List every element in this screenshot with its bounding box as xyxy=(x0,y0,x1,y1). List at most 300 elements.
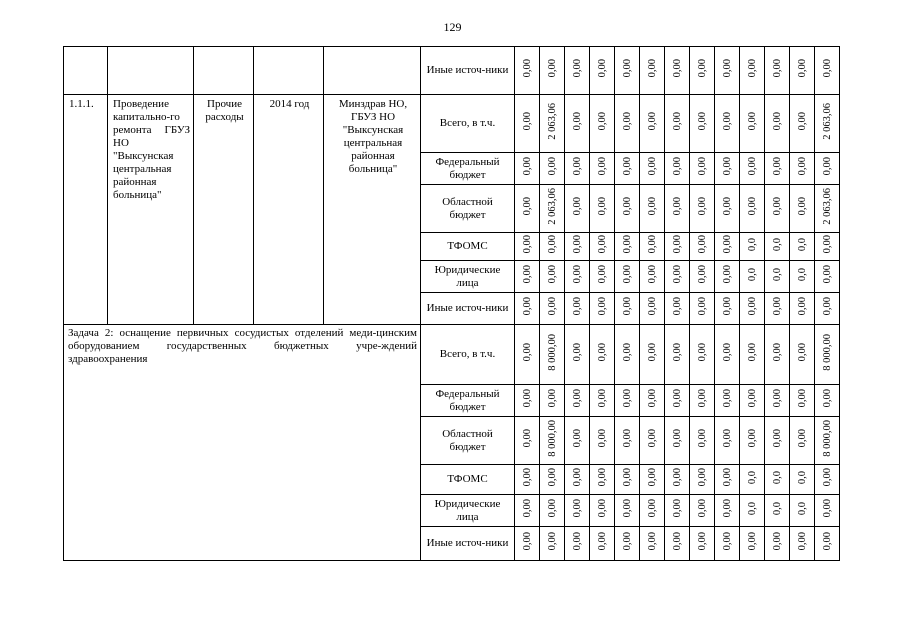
value-cell xyxy=(565,417,590,465)
value-cell xyxy=(715,261,740,293)
value-text: 0,0 xyxy=(796,501,808,516)
value-text: 0,00 xyxy=(721,59,733,78)
value-cell xyxy=(715,185,740,233)
value-cell xyxy=(715,95,740,153)
value-text: 0,00 xyxy=(646,265,658,284)
source-label: Иные источ-ники xyxy=(421,293,515,325)
value-text: 0,00 xyxy=(771,389,783,408)
value-cell xyxy=(590,293,615,325)
value-cell xyxy=(740,95,765,153)
value-text: 0,00 xyxy=(571,532,583,551)
value-cell xyxy=(690,47,715,95)
value-cell xyxy=(615,47,640,95)
value-text: 0,00 xyxy=(546,297,558,316)
value-text: 0,00 xyxy=(571,389,583,408)
value-text: 0,00 xyxy=(596,197,608,216)
value-cell xyxy=(790,185,815,233)
value-text: 0,00 xyxy=(771,197,783,216)
value-text: 0,00 xyxy=(521,389,533,408)
value-cell xyxy=(640,47,665,95)
value-cell xyxy=(740,47,765,95)
value-text: 0,00 xyxy=(646,468,658,487)
value-text: 0,00 xyxy=(821,532,833,551)
value-text: 0,00 xyxy=(546,265,558,284)
value-text: 0,00 xyxy=(671,235,683,254)
value-cell xyxy=(615,293,640,325)
value-text: 0,0 xyxy=(771,237,783,252)
value-text: 0,0 xyxy=(771,267,783,282)
value-cell xyxy=(740,465,765,495)
value-cell xyxy=(565,465,590,495)
value-text: 0,00 xyxy=(746,112,758,131)
value-cell xyxy=(565,185,590,233)
value-text: 8 000,00 xyxy=(546,334,558,371)
value-text: 0,00 xyxy=(796,429,808,448)
value-cell xyxy=(740,185,765,233)
budget-table xyxy=(63,46,840,561)
value-cell xyxy=(590,417,615,465)
item-expense-type: Прочие расходы xyxy=(194,95,254,325)
page-number: 129 xyxy=(443,20,462,34)
value-text: 0,00 xyxy=(646,197,658,216)
value-text: 0,00 xyxy=(746,429,758,448)
value-text: 0,00 xyxy=(621,197,633,216)
value-text: 0,00 xyxy=(696,343,708,362)
value-cell xyxy=(590,233,615,261)
source-label: Иные источ-ники xyxy=(421,47,515,95)
value-text: 0,00 xyxy=(596,532,608,551)
value-cell xyxy=(765,465,790,495)
value-cell xyxy=(515,465,540,495)
value-text: 0,00 xyxy=(596,343,608,362)
value-text: 0,00 xyxy=(546,59,558,78)
value-text: 0,00 xyxy=(571,235,583,254)
value-text: 8 000,00 xyxy=(821,334,833,371)
value-cell xyxy=(690,465,715,495)
value-text: 0,00 xyxy=(671,532,683,551)
value-text: 0,00 xyxy=(646,532,658,551)
value-cell xyxy=(640,233,665,261)
value-cell xyxy=(740,233,765,261)
value-text: 0,00 xyxy=(796,343,808,362)
value-cell xyxy=(765,153,790,185)
value-text: 0,00 xyxy=(671,265,683,284)
value-text: 0,00 xyxy=(521,429,533,448)
value-cell xyxy=(515,495,540,527)
value-cell xyxy=(640,495,665,527)
value-cell xyxy=(765,233,790,261)
value-cell xyxy=(665,417,690,465)
value-text: 0,00 xyxy=(621,429,633,448)
value-cell xyxy=(815,527,840,561)
value-cell xyxy=(690,325,715,385)
value-cell xyxy=(665,325,690,385)
source-label: Федеральный бюджет xyxy=(421,153,515,185)
value-text: 0,00 xyxy=(621,297,633,316)
value-cell xyxy=(790,527,815,561)
value-text: 0,00 xyxy=(521,499,533,518)
value-text: 0,0 xyxy=(796,470,808,485)
item-code: 1.1.1. xyxy=(64,95,108,325)
task-description: Задача 2: оснащение первичных сосудистых отделений меди-цинским оборудованием государственных бюджетных учре-ждений здравоохранения xyxy=(64,325,421,561)
value-cell xyxy=(615,417,640,465)
value-cell xyxy=(640,325,665,385)
value-text: 0,00 xyxy=(596,297,608,316)
value-cell xyxy=(565,385,590,417)
value-text: 0,00 xyxy=(746,532,758,551)
value-cell xyxy=(715,293,740,325)
value-cell xyxy=(740,153,765,185)
value-text: 0,00 xyxy=(646,343,658,362)
value-cell xyxy=(665,233,690,261)
value-cell xyxy=(765,293,790,325)
value-cell xyxy=(540,153,565,185)
value-cell xyxy=(590,185,615,233)
value-text: 0,00 xyxy=(821,499,833,518)
value-text: 0,00 xyxy=(571,343,583,362)
value-cell xyxy=(690,527,715,561)
value-cell xyxy=(815,261,840,293)
value-text: 0,00 xyxy=(696,389,708,408)
value-cell xyxy=(540,465,565,495)
value-text: 0,00 xyxy=(596,157,608,176)
value-cell xyxy=(815,153,840,185)
value-cell xyxy=(740,527,765,561)
value-text: 0,00 xyxy=(821,265,833,284)
value-cell xyxy=(790,417,815,465)
value-cell xyxy=(540,185,565,233)
value-cell xyxy=(565,153,590,185)
value-text: 0,00 xyxy=(671,157,683,176)
value-cell xyxy=(690,185,715,233)
value-text: 2 063,06 xyxy=(821,103,833,140)
value-text: 0,00 xyxy=(671,112,683,131)
value-cell xyxy=(815,95,840,153)
value-text: 8 000,00 xyxy=(546,420,558,457)
value-cell xyxy=(540,261,565,293)
value-cell xyxy=(715,385,740,417)
value-cell xyxy=(815,465,840,495)
value-text: 0,00 xyxy=(596,389,608,408)
value-cell xyxy=(515,261,540,293)
value-text: 0,00 xyxy=(721,532,733,551)
value-cell xyxy=(815,233,840,261)
value-text: 0,00 xyxy=(696,157,708,176)
value-cell xyxy=(665,465,690,495)
value-cell xyxy=(615,465,640,495)
value-text: 0,0 xyxy=(796,237,808,252)
value-cell xyxy=(540,47,565,95)
value-text: 0,00 xyxy=(796,112,808,131)
value-text: 0,00 xyxy=(646,429,658,448)
value-cell xyxy=(515,527,540,561)
value-cell xyxy=(815,385,840,417)
value-cell xyxy=(690,385,715,417)
value-cell xyxy=(665,293,690,325)
value-text: 0,00 xyxy=(771,532,783,551)
value-text: 0,00 xyxy=(796,389,808,408)
value-cell xyxy=(665,527,690,561)
value-cell xyxy=(540,417,565,465)
empty-cell xyxy=(108,47,194,95)
table-row xyxy=(64,325,840,385)
value-cell xyxy=(815,495,840,527)
value-cell xyxy=(715,153,740,185)
value-text: 0,00 xyxy=(596,265,608,284)
value-text: 0,00 xyxy=(521,235,533,254)
value-text: 0,00 xyxy=(521,197,533,216)
value-text: 0,00 xyxy=(521,468,533,487)
value-text: 0,00 xyxy=(546,389,558,408)
value-text: 0,00 xyxy=(721,389,733,408)
value-cell xyxy=(540,95,565,153)
value-cell xyxy=(790,385,815,417)
value-text: 0,00 xyxy=(721,265,733,284)
value-cell xyxy=(790,465,815,495)
value-cell xyxy=(540,233,565,261)
value-cell xyxy=(640,527,665,561)
value-cell xyxy=(615,153,640,185)
value-cell xyxy=(515,95,540,153)
value-text: 0,00 xyxy=(671,389,683,408)
value-text: 0,00 xyxy=(546,235,558,254)
value-text: 0,00 xyxy=(671,59,683,78)
table-row xyxy=(64,47,840,95)
value-cell xyxy=(565,95,590,153)
value-text: 0,00 xyxy=(621,389,633,408)
value-cell xyxy=(515,417,540,465)
value-text: 0,00 xyxy=(696,429,708,448)
value-text: 0,00 xyxy=(696,297,708,316)
value-text: 0,00 xyxy=(521,112,533,131)
value-text: 0,00 xyxy=(796,532,808,551)
value-text: 0,00 xyxy=(796,59,808,78)
value-cell xyxy=(590,47,615,95)
source-label: Юридические лица xyxy=(421,261,515,293)
value-text: 0,00 xyxy=(796,297,808,316)
value-cell xyxy=(790,293,815,325)
value-cell xyxy=(690,233,715,261)
value-text: 0,00 xyxy=(721,235,733,254)
value-text: 0,00 xyxy=(621,112,633,131)
value-cell xyxy=(615,527,640,561)
value-text: 2 063,06 xyxy=(821,188,833,225)
value-text: 0,00 xyxy=(621,235,633,254)
value-text: 0,0 xyxy=(746,501,758,516)
value-cell xyxy=(565,261,590,293)
item-executor: Минздрав НО, ГБУЗ НО "Выксунская центральная районная больница" xyxy=(324,95,421,325)
value-text: 0,00 xyxy=(821,59,833,78)
value-cell xyxy=(615,233,640,261)
value-text: 0,00 xyxy=(746,389,758,408)
value-cell xyxy=(665,153,690,185)
value-cell xyxy=(590,465,615,495)
value-cell xyxy=(515,293,540,325)
value-cell xyxy=(765,417,790,465)
value-cell xyxy=(765,47,790,95)
value-text: 2 063,06 xyxy=(546,103,558,140)
value-cell xyxy=(790,261,815,293)
value-cell xyxy=(540,527,565,561)
value-text: 0,0 xyxy=(746,267,758,282)
value-text: 0,00 xyxy=(671,343,683,362)
value-text: 0,00 xyxy=(646,59,658,78)
value-cell xyxy=(515,233,540,261)
value-text: 0,00 xyxy=(771,297,783,316)
value-cell xyxy=(690,95,715,153)
value-text: 0,00 xyxy=(596,429,608,448)
value-text: 0,00 xyxy=(571,265,583,284)
source-label: ТФОМС xyxy=(421,233,515,261)
value-text: 0,00 xyxy=(571,112,583,131)
value-text: 0,00 xyxy=(721,468,733,487)
value-cell xyxy=(540,385,565,417)
value-text: 0,00 xyxy=(671,197,683,216)
value-text: 0,00 xyxy=(671,429,683,448)
value-cell xyxy=(715,47,740,95)
source-label: Иные источ-ники xyxy=(421,527,515,561)
source-label: Областной бюджет xyxy=(421,185,515,233)
value-cell xyxy=(665,95,690,153)
value-cell xyxy=(640,95,665,153)
value-cell xyxy=(690,293,715,325)
table-row xyxy=(64,95,840,153)
value-text: 0,00 xyxy=(696,197,708,216)
value-cell xyxy=(740,417,765,465)
value-text: 0,00 xyxy=(721,429,733,448)
value-cell xyxy=(715,417,740,465)
value-cell xyxy=(815,293,840,325)
empty-cell xyxy=(64,47,108,95)
value-cell xyxy=(590,495,615,527)
value-text: 0,0 xyxy=(746,470,758,485)
value-cell xyxy=(515,47,540,95)
source-label: Федеральный бюджет xyxy=(421,385,515,417)
value-text: 0,00 xyxy=(721,157,733,176)
value-text: 0,00 xyxy=(571,499,583,518)
value-cell xyxy=(590,261,615,293)
value-text: 0,00 xyxy=(521,532,533,551)
value-cell xyxy=(615,495,640,527)
value-cell xyxy=(765,95,790,153)
value-cell xyxy=(690,153,715,185)
value-text: 0,00 xyxy=(746,59,758,78)
value-text: 0,00 xyxy=(571,468,583,487)
value-text: 0,00 xyxy=(571,297,583,316)
value-text: 0,00 xyxy=(571,157,583,176)
value-cell xyxy=(565,527,590,561)
value-text: 0,00 xyxy=(521,297,533,316)
value-text: 0,00 xyxy=(721,297,733,316)
value-text: 2 063,06 xyxy=(546,188,558,225)
value-text: 0,00 xyxy=(771,429,783,448)
value-cell xyxy=(515,385,540,417)
value-text: 0,00 xyxy=(596,59,608,78)
value-cell xyxy=(640,465,665,495)
value-cell xyxy=(590,527,615,561)
value-cell xyxy=(640,153,665,185)
value-cell xyxy=(540,293,565,325)
value-text: 0,00 xyxy=(696,468,708,487)
value-text: 0,00 xyxy=(571,429,583,448)
value-text: 0,00 xyxy=(621,157,633,176)
value-text: 0,00 xyxy=(646,157,658,176)
value-text: 0,00 xyxy=(746,297,758,316)
value-text: 0,00 xyxy=(696,532,708,551)
value-cell xyxy=(790,325,815,385)
value-text: 0,00 xyxy=(671,468,683,487)
value-text: 0,00 xyxy=(596,235,608,254)
value-cell xyxy=(515,153,540,185)
value-cell xyxy=(615,261,640,293)
value-cell xyxy=(765,185,790,233)
value-cell xyxy=(565,47,590,95)
value-text: 0,00 xyxy=(696,499,708,518)
value-cell xyxy=(640,385,665,417)
value-text: 0,00 xyxy=(621,59,633,78)
value-text: 0,00 xyxy=(646,499,658,518)
value-text: 0,00 xyxy=(746,197,758,216)
value-cell xyxy=(815,417,840,465)
value-text: 0,00 xyxy=(521,343,533,362)
value-cell xyxy=(615,385,640,417)
value-cell xyxy=(540,495,565,527)
value-cell xyxy=(740,325,765,385)
value-text: 0,0 xyxy=(796,267,808,282)
value-cell xyxy=(790,153,815,185)
value-cell xyxy=(740,385,765,417)
value-cell xyxy=(615,325,640,385)
value-cell xyxy=(765,325,790,385)
value-text: 0,00 xyxy=(621,532,633,551)
source-label: Всего, в т.ч. xyxy=(421,325,515,385)
value-text: 0,00 xyxy=(746,343,758,362)
source-label: ТФОМС xyxy=(421,465,515,495)
value-text: 0,00 xyxy=(621,265,633,284)
value-text: 0,00 xyxy=(796,157,808,176)
value-text: 0,00 xyxy=(621,499,633,518)
value-text: 0,00 xyxy=(796,197,808,216)
value-text: 0,00 xyxy=(696,112,708,131)
value-text: 0,00 xyxy=(821,389,833,408)
value-cell xyxy=(590,325,615,385)
value-cell xyxy=(765,495,790,527)
value-cell xyxy=(590,153,615,185)
value-text: 0,00 xyxy=(721,343,733,362)
value-text: 8 000,00 xyxy=(821,420,833,457)
value-text: 0,00 xyxy=(621,468,633,487)
value-text: 0,00 xyxy=(521,59,533,78)
value-text: 0,00 xyxy=(671,499,683,518)
value-text: 0,00 xyxy=(596,499,608,518)
value-text: 0,00 xyxy=(571,59,583,78)
value-text: 0,00 xyxy=(546,468,558,487)
value-cell xyxy=(690,417,715,465)
value-cell xyxy=(565,233,590,261)
value-text: 0,00 xyxy=(521,265,533,284)
value-cell xyxy=(690,495,715,527)
value-cell xyxy=(815,185,840,233)
value-cell xyxy=(790,95,815,153)
value-text: 0,00 xyxy=(546,499,558,518)
value-text: 0,00 xyxy=(821,297,833,316)
value-cell xyxy=(640,417,665,465)
value-text: 0,00 xyxy=(771,157,783,176)
value-text: 0,0 xyxy=(771,501,783,516)
value-text: 0,00 xyxy=(721,197,733,216)
value-cell xyxy=(640,293,665,325)
value-text: 0,00 xyxy=(821,235,833,254)
